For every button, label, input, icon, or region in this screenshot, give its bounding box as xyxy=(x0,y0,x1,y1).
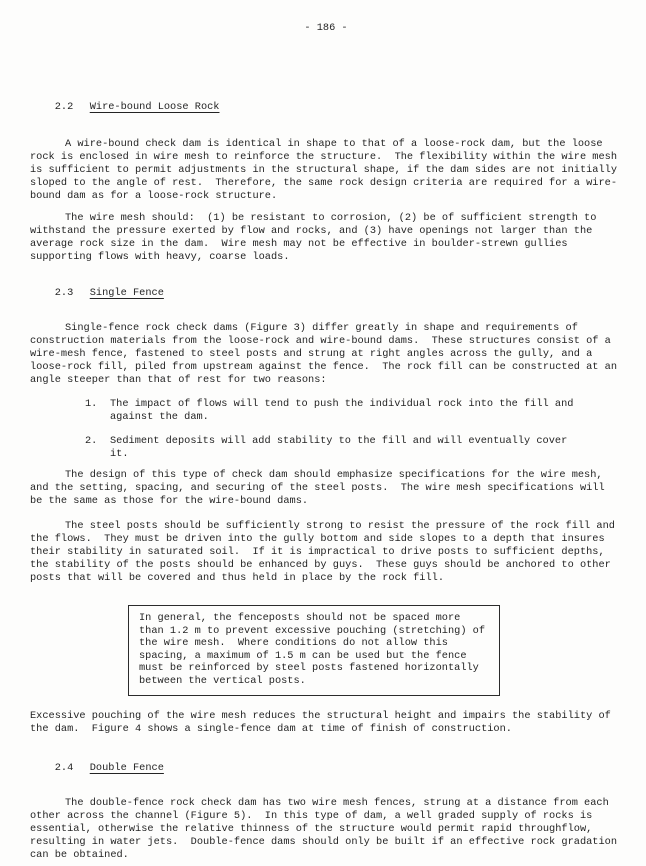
list-item-text: Sediment deposits will add stability to the fill and will eventually cover it. xyxy=(110,435,574,460)
section-number: 2.4 xyxy=(54,761,74,774)
boxed-note: In general, the fenceposts should not be spaced more than 1.2 m to prevent excessive pouching (stretching) of the wire mesh. Where conditions do not allow this spacing, a maximum of 1.5 m can be used but the fence must be reinforced by steel posts fastened horizontally between the vertical posts. xyxy=(128,605,500,696)
list-marker: 1. xyxy=(85,398,98,410)
list-item xyxy=(85,398,622,424)
list-marker: 2. xyxy=(85,435,98,447)
section-heading-2-4 xyxy=(30,749,622,788)
page-number: - 186 - xyxy=(304,22,348,34)
paragraph: The steel posts should be sufficiently strong to resist the pressure of the rock fill and the flows. They must be driven into the gully bottom and side slopes to a depth that insures their stability in saturated soil. If it is impractical to drive posts to sufficient depths, the stability of the posts should be enhanced by guys. These guys should be anchored to other posts that will be covered and thus held in place by the rock fill. xyxy=(30,520,622,584)
section-title: Single Fence xyxy=(89,287,164,299)
section-number: 2.3 xyxy=(54,287,74,299)
section-number: 2.2 xyxy=(54,101,74,113)
paragraph: The design of this type of check dam should emphasize specifications for the wire mesh, and the setting, spacing, and securing of the steel posts. The wire mesh specifications will be the same as those for the wire-bound dams. xyxy=(30,469,611,507)
paragraph: A wire-bound check dam is identical in shape to that of a loose-rock dam, but the loose rock is enclosed in wire mesh to reinforce the structure. The flexibility within the wire mesh is sufficient to permit adjustments in the structural shape, if the dam sides are not initially sloped to the angle of rest. Therefore, the same rock design criteria are required for a wire-bound dam as for a loose-rock structure. xyxy=(30,138,624,202)
numbered-list xyxy=(30,398,622,461)
paragraph: Excessive pouching of the wire mesh reduces the structural height and impairs the stability of the dam. Figure 4 shows a single-fence dam at time of finish of construction. xyxy=(30,709,618,735)
paragraph: Single-fence rock check dams (Figure 3) differ greatly in shape and requirements of construction materials from the loose-rock and wire-bound dams. These structures consist of a wire-mesh fence, fastened to steel posts and strung at right angles across the gully, and a loose-rock fill, piled from upstream against the fence. The rock fill can be constructed at an angle steeper than that of rest for two reasons: xyxy=(30,322,624,386)
paragraph: The wire mesh should: (1) be resistant to corrosion, (2) be of sufficient strength to withstand the pressure exerted by flow and rocks, and (3) have openings not larger than the average rock size in the dam. Wire mesh may not be effective in boulder-strewn gullies supporting flows with heavy, coarse loads. xyxy=(30,212,603,263)
section-heading-2-3 xyxy=(30,274,622,313)
section-heading-2-2 xyxy=(30,88,622,127)
paragraph: The double-fence rock check dam has two wire mesh fences, strung at a distance from each other across the channel (Figure 5). In this type of dam, a well graded supply of rocks is essential, otherwise the relative thinness of the structure would permit rapid throughflow, resulting in water jets. Double-fence dams should only be built if an effective rock gradation can be obtained. xyxy=(30,796,624,861)
section-title: Wire-bound Loose Rock xyxy=(89,101,220,113)
list-item xyxy=(85,435,622,461)
section-title: Double Fence xyxy=(89,761,164,774)
list-item-text: The impact of flows will tend to push the individual rock into the fill and against the dam. xyxy=(110,398,580,423)
